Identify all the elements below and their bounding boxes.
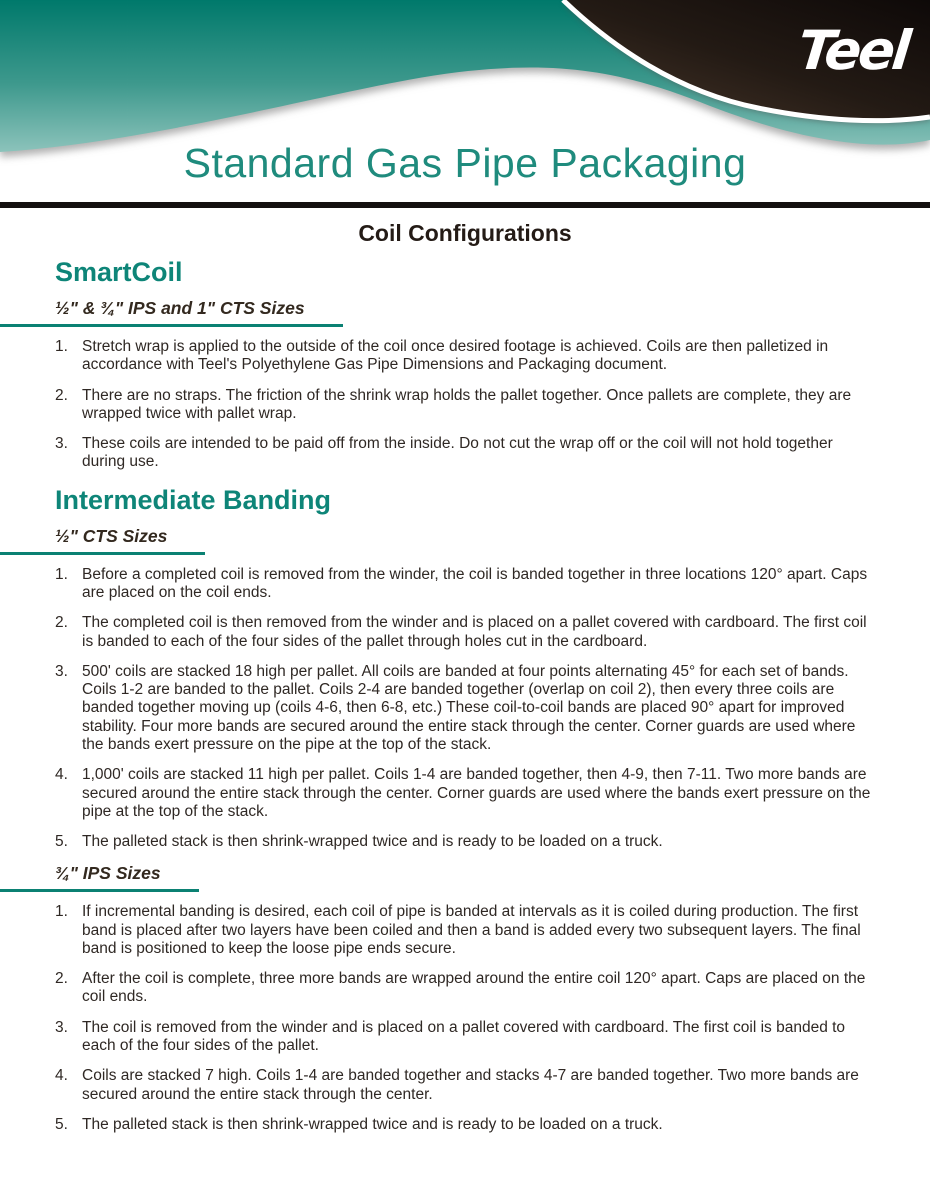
subheading-cts-sizes: ½" CTS Sizes <box>0 526 205 555</box>
divider-rule <box>0 202 930 208</box>
list-item-text: The coil is removed from the winder and is placed on a pallet covered with cardboard. The first coil is banded to each of the four sides of the pallet. <box>82 1018 846 1055</box>
list-item-text: After the coil is complete, three more bands are wrapped around the entire coil 120° apart. Caps are placed on the coil ends. <box>82 970 866 1006</box>
list-item <box>55 1067 875 1104</box>
list-item-number: 2. <box>55 614 68 632</box>
document-title: Standard Gas Pipe Packaging <box>183 140 747 186</box>
list-item <box>55 435 875 472</box>
list-item-number: 3. <box>55 435 68 453</box>
list-item <box>55 833 875 851</box>
list-item-number: 4. <box>55 1067 68 1085</box>
section-heading-intermediate-banding: Intermediate Banding <box>55 484 332 515</box>
list-item <box>55 663 875 754</box>
subheading-ips-sizes: ¾" IPS Sizes <box>0 863 199 892</box>
list-item <box>55 338 875 375</box>
list-item <box>55 903 875 958</box>
list-item-number: 2. <box>55 970 68 988</box>
subheading-row <box>0 526 930 555</box>
list-item-text: Before a completed coil is removed from the winder, the coil is banded together in three locations 120° apart. Caps are placed on the coil ends. <box>82 565 868 601</box>
list-item-text: Stretch wrap is applied to the outside of the coil once desired footage is achieved. Coils are then palletized in accordance with Teel's Polyethylene Gas Pipe Dimensions and Packaging document. <box>82 338 829 374</box>
list-item-text: 500' coils are stacked 18 high per pallet. All coils are banded at four points alternating 45° for each set of bands. Coils 1-2 are banded to the pallet. Coils 2-4 are banded together (overlap on coil 2), then every three coils are banded together moving up (coils 4-6, then 6-8, etc.) These coil-to-coil bands are placed 90° apart for improved stability. Four more bands are secured around the entire stack through the center. Corner guards are used where the bands exert pressure on the pipe at the top of the stack. <box>82 662 856 753</box>
list-item-text: Coils are stacked 7 high. Coils 1-4 are banded together and stacks 4-7 are banded together. Two more bands are secured around the entire stack through the center. <box>82 1067 859 1103</box>
list-item-text: There are no straps. The friction of the shrink wrap holds the pallet together. Once pallets are complete, they are wrapped twice with pallet wrap. <box>82 386 852 422</box>
list-item-text: The completed coil is then removed from the winder and is placed on a pallet covered with cardboard. The first coil is banded to each of the four sides of the pallet through holes cut in the cardboard. <box>82 614 867 650</box>
smartcoil-list <box>55 338 875 472</box>
subheading-row <box>0 298 930 327</box>
list-item <box>55 1019 875 1056</box>
cts-sizes-list <box>55 566 875 852</box>
section-heading-smartcoil: SmartCoil <box>55 257 183 287</box>
list-item <box>55 970 875 1007</box>
list-item-number: 2. <box>55 386 68 404</box>
list-item-number: 1. <box>55 338 68 355</box>
list-item-text: The palleted stack is then shrink-wrapped twice and is ready to be loaded on a truck. <box>82 1115 663 1133</box>
list-item <box>55 1116 875 1134</box>
document-header <box>0 0 930 202</box>
list-item-number: 3. <box>55 1018 68 1036</box>
list-item-number: 5. <box>55 833 68 851</box>
subheading-ips-cts-sizes: ½" & ¾" IPS and 1" CTS Sizes <box>0 298 343 327</box>
list-item <box>55 614 875 651</box>
list-item-number: 4. <box>55 766 68 784</box>
list-item-text: These coils are intended to be paid off from the inside. Do not cut the wrap off or the coil will not hold together during use. <box>82 435 833 471</box>
list-item <box>55 766 875 821</box>
teel-logo: Teel <box>795 19 912 82</box>
list-item-number: 3. <box>55 662 68 680</box>
list-item-number: 1. <box>55 903 68 921</box>
list-item-number: 5. <box>55 1115 68 1133</box>
list-item <box>55 566 875 603</box>
ips-sizes-list <box>55 903 875 1134</box>
list-item-number: 1. <box>55 565 68 583</box>
list-item-text: If incremental banding is desired, each coil of pipe is banded at intervals as it is coiled during production. The first band is placed after two layers have been coiled and then a band is added every two subsequent layers. The final band is positioned to keep the loose pipe ends secure. <box>82 903 861 957</box>
subheading-row <box>0 863 930 892</box>
page-heading: Coil Configurations <box>358 220 572 246</box>
list-item-text: 1,000' coils are stacked 11 high per pallet. Coils 1-4 are banded together, then 4-9, then 7-11. Two more bands are secured around the entire stack through the center. Corner guards are used where the bands exert pressure on the pipe at the top of the stack. <box>82 766 871 820</box>
list-item-text: The palleted stack is then shrink-wrapped twice and is ready to be loaded on a truck. <box>82 833 663 851</box>
list-item <box>55 387 875 424</box>
